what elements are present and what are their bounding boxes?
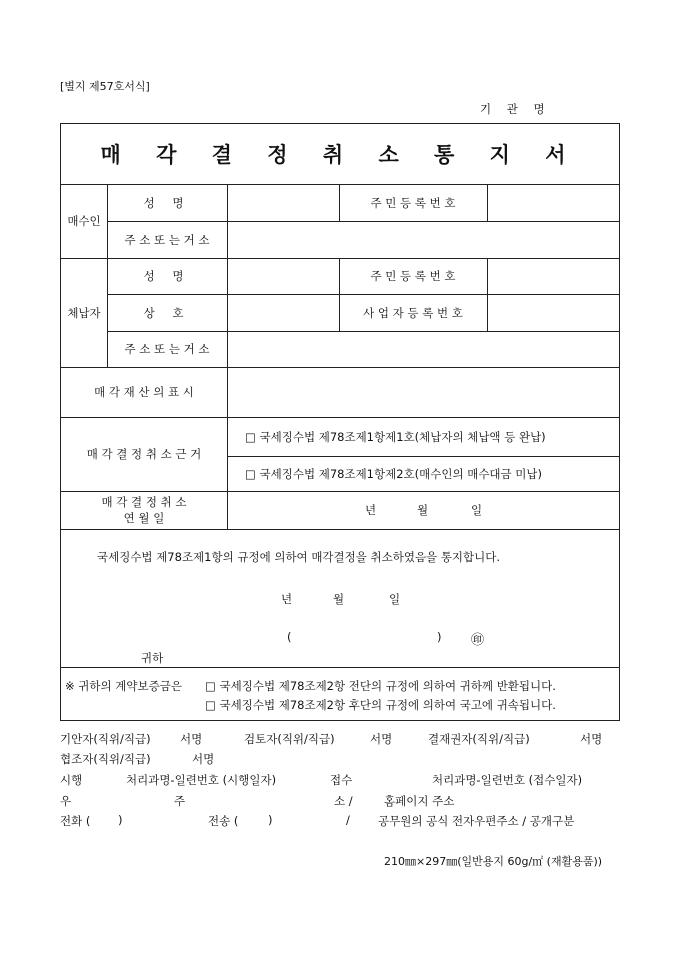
issuer-paren-close: ) bbox=[437, 630, 442, 644]
delinquent-trade-label: 상 호 bbox=[143, 305, 191, 320]
approver-sign: 서명 bbox=[580, 732, 603, 746]
cancel-date-label-line1: 매 각 결 정 취 소 bbox=[101, 495, 187, 509]
address-label-end: 소 / bbox=[334, 794, 353, 808]
notice-year: 년 bbox=[281, 592, 293, 606]
buyer-address-field[interactable] bbox=[227, 221, 619, 258]
homepage-label: 홈페이지 주소 bbox=[384, 794, 455, 808]
issuer-paren-open: ( bbox=[287, 630, 292, 644]
notice-text: 국세징수법 제78조제1항의 규정에 의하여 매각결정을 취소하였음을 통지합니다. bbox=[97, 550, 501, 564]
reviewer-sign: 서명 bbox=[370, 732, 393, 746]
deposit-note-mark: ※ 귀하의 계약보증금은 bbox=[65, 679, 182, 693]
execution-label: 시행 bbox=[60, 773, 83, 787]
buyer-group-label: 매수인 bbox=[67, 214, 101, 228]
grounds-option-1[interactable]: □ 국세징수법 제78조제1항제1호(체납자의 체납액 등 완납) bbox=[245, 429, 546, 444]
buyer-name-field[interactable] bbox=[227, 184, 339, 221]
footer-slash: / bbox=[346, 813, 350, 827]
delinquent-trade-field[interactable] bbox=[227, 294, 339, 331]
delinquent-brn-label: 사 업 자 등 록 번 호 bbox=[363, 305, 463, 320]
document-title: 매 각 결 정 취 소 통 지 서 bbox=[100, 142, 580, 167]
phone-label: 전화 ( bbox=[60, 814, 91, 828]
agency-name: 기 관 명 bbox=[480, 102, 551, 116]
cancel-date-year: 년 bbox=[365, 503, 377, 517]
postal-code-label: 우 bbox=[60, 794, 72, 808]
address-label-start: 주 bbox=[174, 794, 186, 808]
buyer-rrn-field[interactable] bbox=[487, 184, 619, 221]
execution-process-number: 처리과명-일련번호 (시행일자) bbox=[126, 773, 277, 787]
deposit-option-2[interactable]: □ 국세징수법 제78조제2항 후단의 규정에 의하여 국고에 귀속됩니다. bbox=[205, 698, 556, 712]
buyer-rrn-label: 주 민 등 록 번 호 bbox=[370, 195, 456, 210]
notice-month: 월 bbox=[333, 592, 345, 606]
notice-day: 일 bbox=[389, 592, 401, 606]
buyer-address-label: 주 소 또 는 거 소 bbox=[124, 232, 210, 247]
delinquent-group-label: 체납자 bbox=[67, 305, 101, 320]
official-email-label: 공무원의 공식 전자우편주소 / 공개구분 bbox=[378, 814, 575, 828]
grounds-option-2[interactable]: □ 국세징수법 제78조제1항제2호(매수인의 매수대금 미납) bbox=[245, 466, 543, 481]
reviewer-label: 검토자(직위/직급) bbox=[244, 732, 335, 746]
notice-form-table bbox=[60, 123, 620, 721]
delinquent-brn-field[interactable] bbox=[487, 294, 619, 331]
cancel-date-label-line2: 연 월 일 bbox=[123, 511, 165, 525]
cooperator-label: 협조자(직위/직급) bbox=[60, 752, 151, 766]
deposit-option-1[interactable]: □ 국세징수법 제78조제2항 전단의 규정에 의하여 귀하께 반환됩니다. bbox=[205, 679, 556, 693]
delinquent-rrn-field[interactable] bbox=[487, 258, 619, 294]
cancel-date-month: 월 bbox=[417, 503, 429, 517]
receipt-process-number: 처리과명-일련번호 (접수일자) bbox=[432, 773, 583, 787]
cancel-date-day: 일 bbox=[471, 503, 483, 517]
cancel-date-label bbox=[61, 491, 227, 529]
phone-close: ) bbox=[118, 813, 123, 827]
property-label: 매 각 재 산 의 표 시 bbox=[94, 385, 194, 399]
property-field[interactable] bbox=[227, 367, 619, 417]
seal-mark: ㊞ bbox=[471, 633, 485, 648]
fax-close: ) bbox=[268, 813, 273, 827]
approver-label: 결재권자(직위/직급) bbox=[428, 732, 530, 746]
delinquent-rrn-label: 주 민 등 록 번 호 bbox=[370, 269, 456, 283]
receipt-label: 접수 bbox=[330, 773, 353, 787]
buyer-name-label: 성 명 bbox=[143, 195, 191, 210]
addressee-suffix: 귀하 bbox=[141, 651, 164, 665]
grounds-label: 매 각 결 정 취 소 근 거 bbox=[86, 447, 202, 461]
drafter-sign: 서명 bbox=[180, 732, 203, 746]
delinquent-name-field[interactable] bbox=[227, 258, 339, 294]
fax-label: 전송 ( bbox=[208, 814, 239, 828]
cooperator-sign: 서명 bbox=[192, 752, 215, 766]
form-number-label: [별지 제57호서식] bbox=[60, 80, 150, 93]
delinquent-name-label: 성 명 bbox=[143, 269, 191, 283]
delinquent-address-field[interactable] bbox=[227, 331, 619, 367]
paper-spec: 210㎜×297㎜(일반용지 60g/㎡ (재활용품)) bbox=[384, 855, 603, 868]
drafter-label: 기안자(직위/직급) bbox=[60, 732, 151, 746]
delinquent-address-label: 주 소 또 는 거 소 bbox=[124, 342, 210, 356]
